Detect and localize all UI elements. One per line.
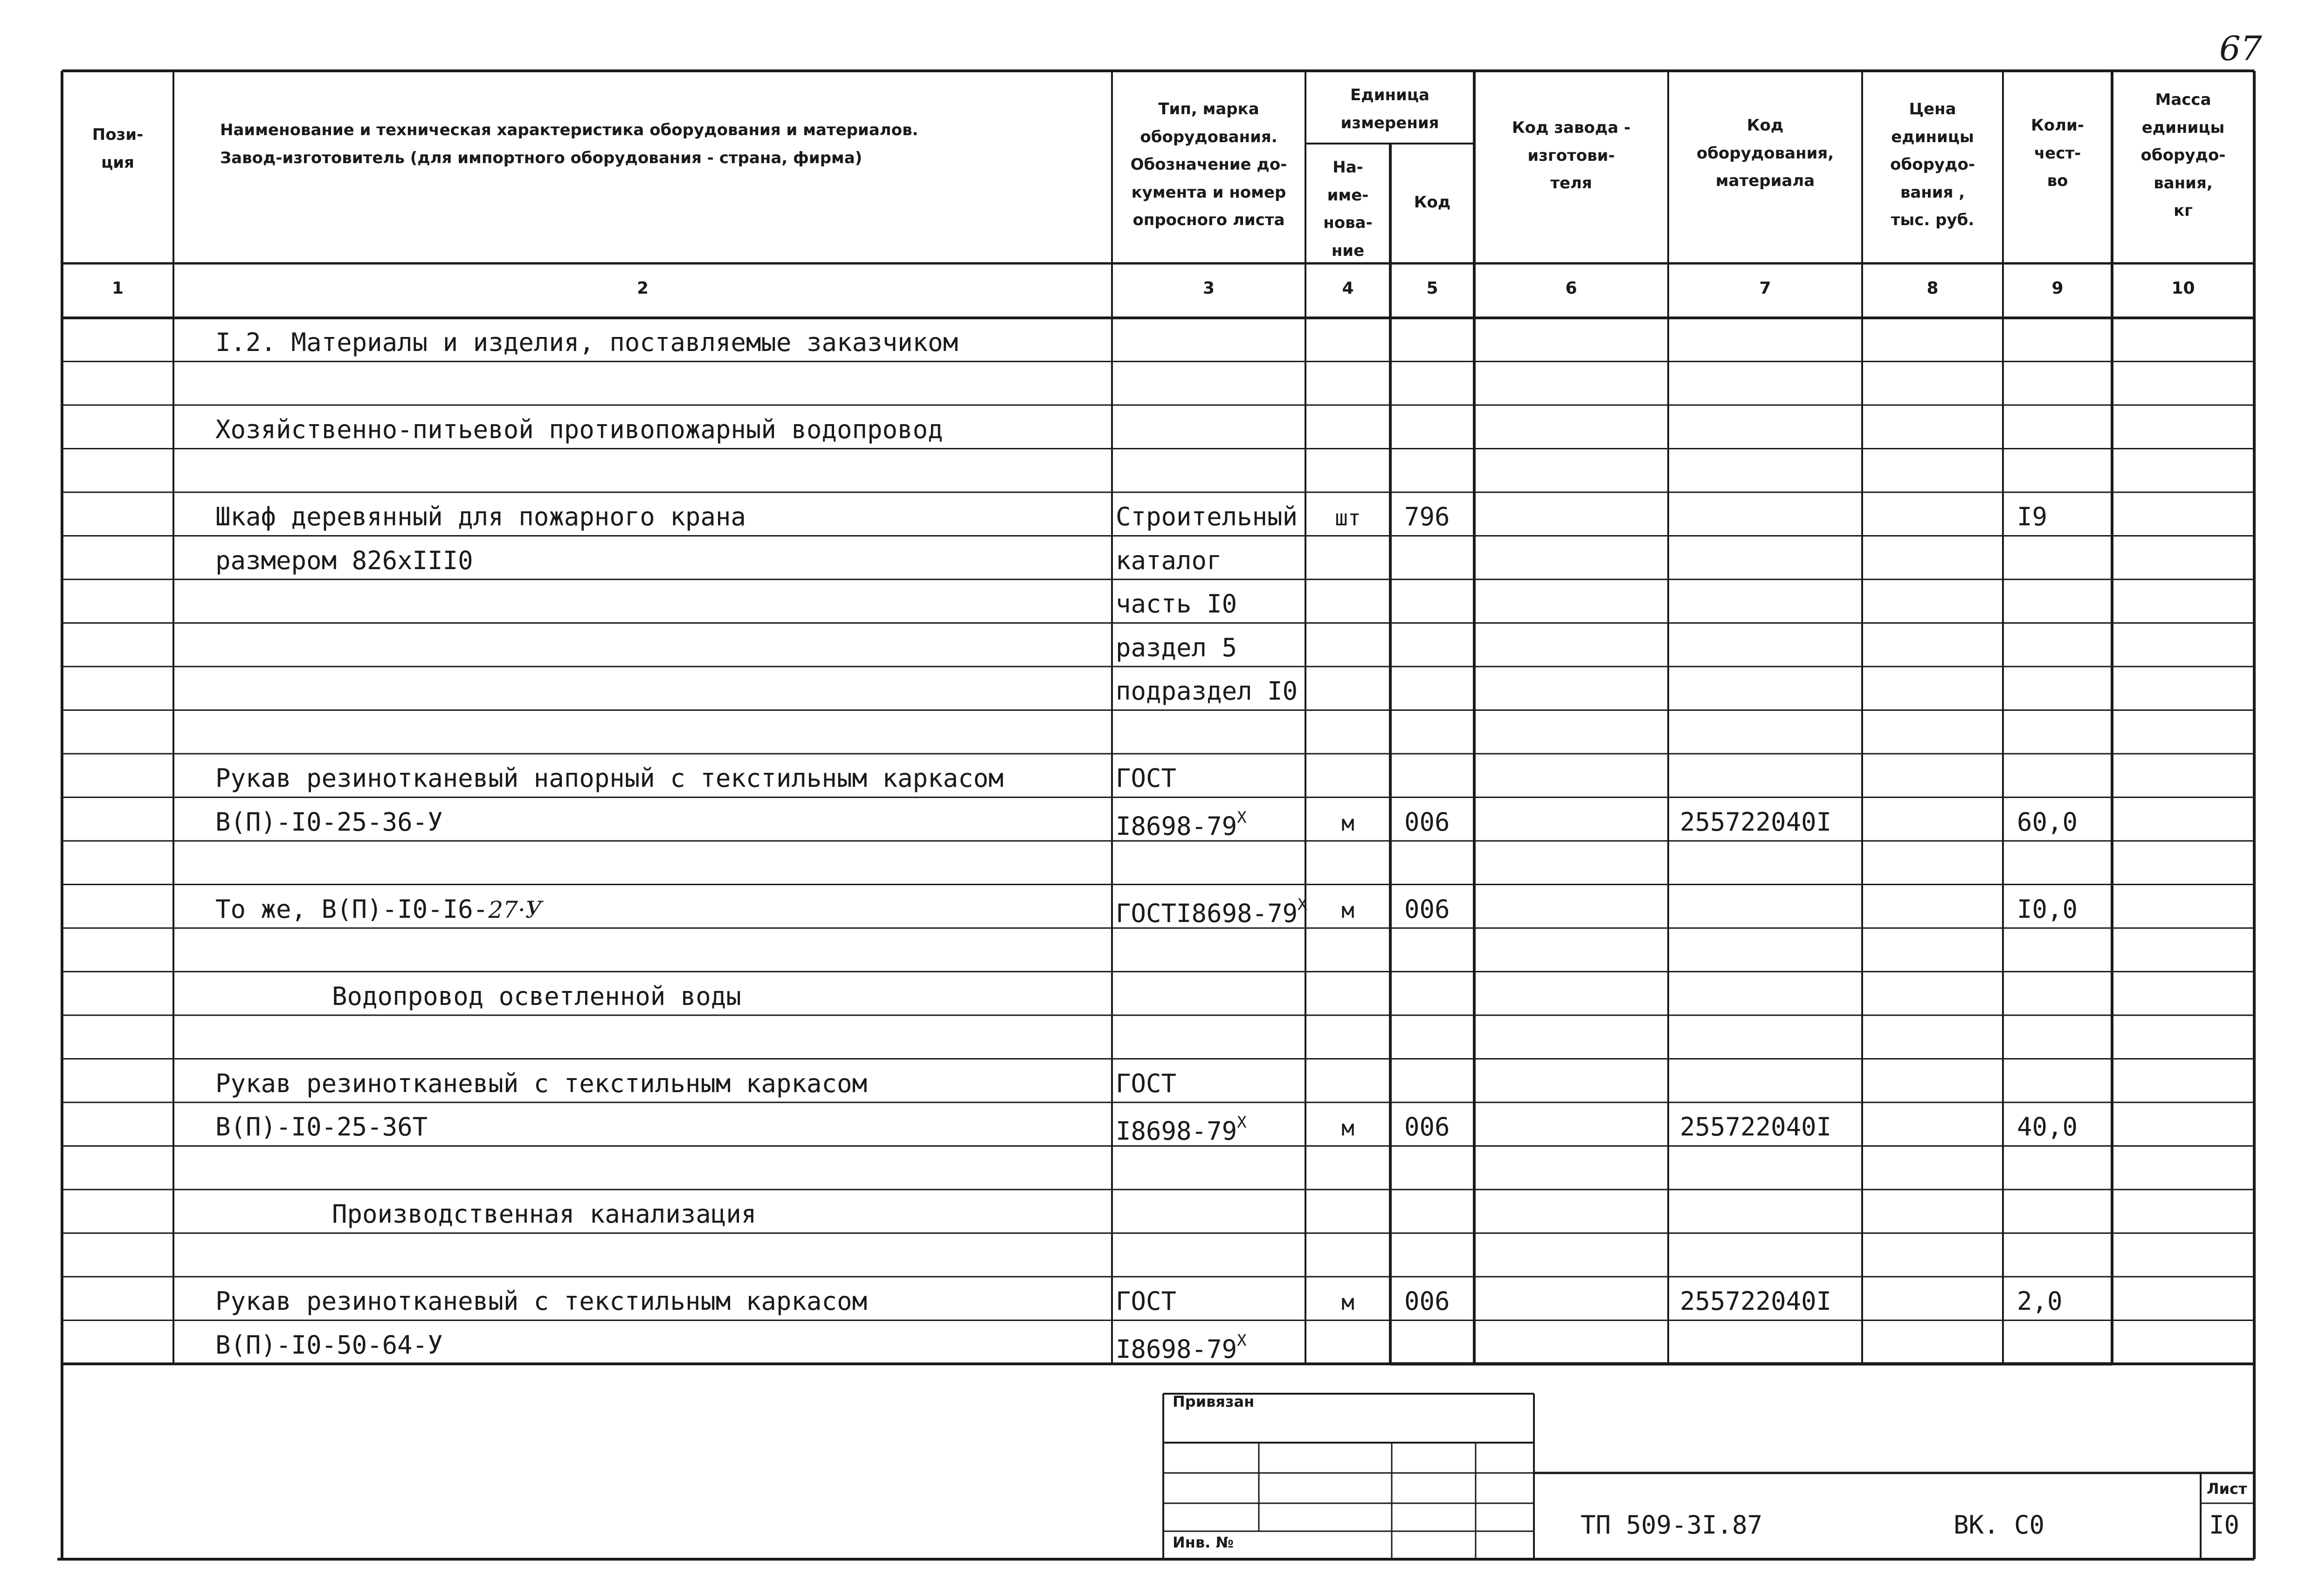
column-number-3: 3 [1202, 279, 1215, 298]
document-text: ГОСТ [1116, 764, 1177, 793]
unit-name: м [1341, 897, 1354, 923]
document-designation [1116, 897, 1307, 926]
document-text: I8698-79 [1116, 811, 1237, 841]
material-code: 255722040I [1680, 1112, 1832, 1142]
column-number-9: 9 [2051, 279, 2064, 298]
item-name: То же, В(П)-I0-I6-27·У [215, 894, 542, 924]
unit-code: 006 [1404, 894, 1450, 924]
header-c6: Код завода - изготови- теля [1512, 118, 1631, 193]
item-name: Рукав резинотканевый с текстильным каркасом [215, 1286, 867, 1316]
header-c10: Масса единицы оборудо- вания, кг [2140, 90, 2226, 220]
header-c8: Цена единицы оборудо- вания , тыс. руб. [1890, 100, 1975, 229]
document-text: ГОСТ [1116, 1068, 1177, 1098]
stamp-designation: ТП 509-3I.87 [1581, 1510, 1763, 1540]
document-designation [1116, 676, 1298, 706]
header-c4: На- име- нова- ние [1323, 158, 1373, 260]
unit-name: м [1341, 1290, 1354, 1315]
stamp-inventory-label: Инв. № [1173, 1534, 1234, 1551]
quantity: I9 [2017, 502, 2048, 531]
header-c5: Код [1414, 193, 1451, 212]
unit-code: 006 [1404, 1112, 1450, 1142]
document-text: подраздел I0 [1116, 676, 1298, 706]
document-designation [1116, 635, 1237, 660]
item-name: Рукав резинотканевый напорный с текстильным каркасом [215, 764, 1004, 793]
document-text: ГОСТ [1116, 1286, 1177, 1316]
column-number-1: 1 [111, 279, 124, 298]
stamp-privyazan-label: Привязан [1173, 1393, 1255, 1410]
material-code: 255722040I [1680, 1286, 1832, 1316]
stamp-sheet-value: I0 [2209, 1510, 2240, 1540]
item-name: Хозяйственно-питьевой противопожарный водопровод [215, 415, 943, 444]
item-name: Рукав резинотканевый с текстильным каркасом [215, 1068, 867, 1098]
header-unit-group: Единица измерения [1340, 86, 1439, 132]
column-number-10: 10 [2171, 279, 2195, 298]
item-name: Производственная канализация [332, 1199, 757, 1229]
document-designation [1116, 1286, 1177, 1316]
column-number-2: 2 [636, 279, 649, 298]
column-number-8: 8 [1926, 279, 1939, 298]
column-number-4: 4 [1342, 279, 1354, 298]
item-name: Шкаф деревянный для пожарного крана [215, 502, 746, 531]
document-designation [1116, 589, 1237, 619]
handwritten-suffix: 27·У [488, 896, 542, 923]
unit-name: шт [1335, 505, 1361, 530]
header-c9: Коли- чест- во [2031, 116, 2084, 190]
document-designation [1116, 1333, 1247, 1362]
unit-code: 006 [1404, 1286, 1450, 1316]
column-number-7: 7 [1759, 279, 1771, 298]
unit-name: м [1341, 1115, 1354, 1141]
header-c1: Пози- ция [92, 125, 144, 172]
document-designation [1116, 810, 1247, 839]
item-name: Водопровод осветленной воды [332, 981, 741, 1011]
column-number-5: 5 [1426, 279, 1438, 298]
document-superscript: Х [1237, 1113, 1247, 1132]
unit-code: 006 [1404, 807, 1450, 837]
document-superscript: Х [1237, 1331, 1247, 1350]
stamp-section: ВК. С0 [1954, 1510, 2045, 1540]
document-designation [1116, 545, 1222, 575]
material-code: 255722040I [1680, 807, 1832, 837]
quantity: 60,0 [2017, 807, 2078, 837]
unit-code: 796 [1404, 502, 1450, 531]
unit-name: м [1341, 810, 1354, 836]
document-text: часть I0 [1116, 589, 1237, 619]
item-name: размером 826хIII0 [215, 545, 473, 575]
document-superscript: Х [1237, 808, 1247, 827]
document-text: каталог [1116, 545, 1222, 575]
document-text: раздел 5 [1116, 633, 1237, 662]
quantity: 2,0 [2017, 1286, 2063, 1316]
document-text: I8698-79 [1116, 1116, 1237, 1146]
handwritten-sheet-number: 67 [2219, 29, 2262, 68]
header-c2: Наименование и техническая характеристика оборудования и материалов. Завод-изготовитель (для импортного оборудования - страна, фирма) [220, 121, 918, 167]
item-name: В(П)-I0-25-36-У [215, 807, 443, 837]
document-text: Строительный [1116, 502, 1298, 531]
document-designation [1116, 1068, 1177, 1098]
document-designation [1116, 504, 1298, 530]
column-number-6: 6 [1565, 279, 1577, 298]
quantity: I0,0 [2017, 894, 2078, 924]
quantity: 40,0 [2017, 1112, 2078, 1142]
document-designation [1116, 1114, 1247, 1144]
header-c3: Тип, марка оборудования. Обозначение до- кумента и номер опросного листа [1130, 100, 1287, 229]
document-superscript: Х [1298, 895, 1307, 914]
stamp-sheet-label: Лист [2207, 1480, 2247, 1498]
document-designation [1116, 766, 1176, 791]
item-name: I.2. Материалы и изделия, поставляемые заказчиком [215, 328, 959, 357]
item-name: В(П)-I0-50-64-У [215, 1330, 443, 1360]
document-text: I8698-79 [1116, 1334, 1237, 1364]
document-text: ГОСТI8698-79 [1116, 898, 1298, 928]
header-c7: Код оборудования, материала [1696, 116, 1834, 190]
item-name: В(П)-I0-25-36Т [215, 1112, 428, 1142]
